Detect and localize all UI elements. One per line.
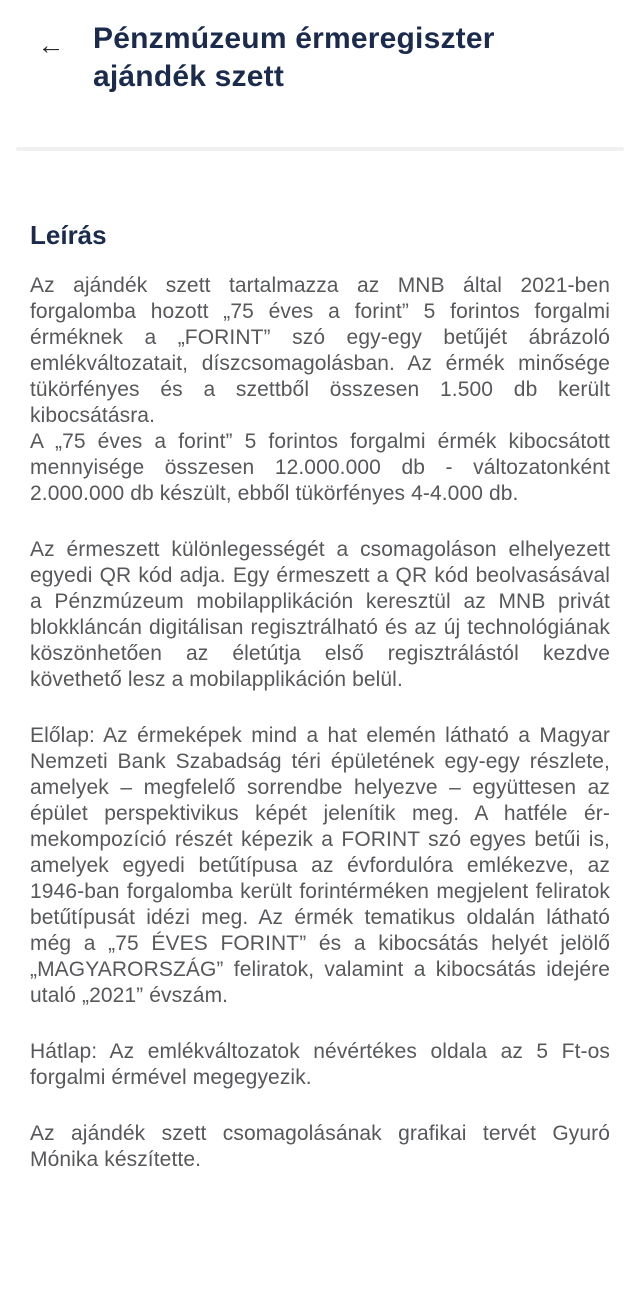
description-paragraph: Az érmeszett különlegességét a csomagoláson elhelyezett egyedi QR kód adja. Egy érmeszett a QR kód beolvasásával a Pénzmúzeum mobilapplikáción keresztül az MNB privát blokkláncán digitálisan regisztrálható és az új technológiának köszönhetően az életútja első regisztrálástól kezdve követhető lesz a mobilapplikáción belül. [30, 538, 610, 691]
back-button[interactable] [36, 32, 66, 59]
description-paragraph: Az ajándék szett csomagolásának grafikai tervét Gyuró Mónika készítette. [30, 1122, 610, 1171]
header-divider [16, 147, 624, 151]
back-arrow-icon: ← [37, 30, 65, 60]
description-paragraph: Az ajándék szett tartalmazza az MNB által 2021-ben forgalomba hozott „75 éves a forint” 5 forintos forgalmi érméknek a „FORINT” szó egy-egy betűjét ábrázoló emlékváltozatait, díszcsomagolásban. Az érmék minősége tükörfényes és a szettből összesen 1.500 db került kibocsátásra. [30, 274, 610, 427]
section-title: Leírás [30, 220, 107, 250]
description-paragraph: Hátlap: Az emlékváltozatok névértékes oldala az 5 Ft-os forgalmi érmével megegyezik. [30, 1040, 610, 1089]
description-section [0, 219, 640, 1173]
description-paragraph: A „75 éves a forint” 5 forintos forgalmi érmék kibocsátott mennyisége összesen 12.000.000 db - változatonként 2.000.000 db készült, ebből tükörfényes 4-4.000 db. [30, 430, 610, 505]
header [0, 0, 640, 96]
page-title: Pénzmúzeum érmeregiszter ajándék szett [93, 22, 495, 93]
description-paragraph: Előlap: Az érmeképek mind a hat elemén látható a Magyar Nemzeti Bank Szabadság téri épületének egy-egy részlete, amelyek – megfelelő sorrendbe helyezve – együttesen az épület perspektivikus képét jelenítik meg. A hatféle ér-mekompozíció részét képezik a FORINT szó egyes betűi is, amelyek egyedi betűtípusa az évfordulóra emlékezve, az 1946-ban forgalomba került forintérméken megjelent feliratok betűtípusát idézi meg. Az érmék tematikus oldalán látható még a „75 ÉVES FORINT” és a kibocsátás helyét jelölő „MAGYARORSZÁG” feliratok, valamint a kibocsátás idejére utaló „2021” évszám. [30, 724, 610, 1007]
